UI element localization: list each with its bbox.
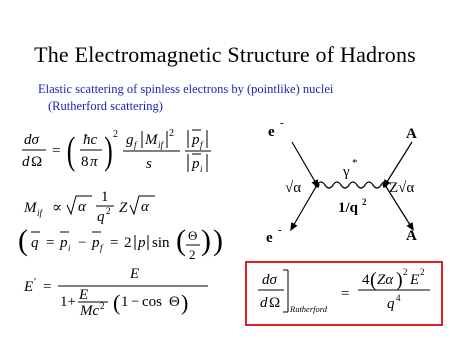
svg-text:Ω: Ω bbox=[269, 295, 281, 311]
electron-in-label: e bbox=[268, 124, 275, 140]
svg-text:M: M bbox=[145, 132, 158, 148]
svg-text:): ) bbox=[201, 224, 211, 257]
svg-text:d: d bbox=[260, 295, 268, 311]
svg-text:1+: 1+ bbox=[60, 294, 76, 310]
svg-text:if: if bbox=[158, 140, 164, 150]
formula-recoil-energy bbox=[23, 266, 208, 319]
svg-text:Θ: Θ bbox=[188, 228, 198, 243]
formula-matrix-element bbox=[23, 189, 155, 225]
svg-text:p: p bbox=[60, 235, 68, 251]
formula-momentum-transfer bbox=[18, 224, 223, 262]
subtitle-line-2: (Rutherford scattering) bbox=[48, 99, 163, 113]
svg-text:): ) bbox=[213, 224, 223, 257]
svg-text:Zα: Zα bbox=[377, 272, 394, 288]
svg-text:2: 2 bbox=[106, 206, 111, 216]
svg-text:∝: ∝ bbox=[52, 200, 63, 216]
vertex-right-coupling: Z√α bbox=[389, 180, 415, 196]
svg-text:M: M bbox=[24, 200, 37, 216]
svg-text:Ω: Ω bbox=[31, 154, 43, 170]
svg-text:ħc: ħc bbox=[83, 132, 98, 148]
svg-text:4: 4 bbox=[396, 293, 401, 303]
svg-text:): ) bbox=[104, 130, 113, 173]
nucleus-in-label: A bbox=[406, 126, 417, 142]
svg-text:s: s bbox=[146, 156, 152, 172]
svg-text:p: p bbox=[192, 156, 200, 172]
svg-text:1: 1 bbox=[101, 189, 109, 205]
svg-text:Θ: Θ bbox=[169, 294, 180, 310]
svg-text:E: E bbox=[130, 266, 140, 282]
svg-text:f: f bbox=[134, 140, 137, 150]
svg-text:E: E bbox=[24, 279, 34, 295]
svg-text:2: 2 bbox=[113, 129, 118, 140]
svg-text:′: ′ bbox=[34, 276, 37, 288]
svg-text:p: p bbox=[192, 132, 200, 148]
svg-text:f: f bbox=[100, 243, 103, 253]
svg-text:−: − bbox=[78, 235, 87, 251]
svg-text:i: i bbox=[200, 164, 203, 174]
formula-rutherford bbox=[258, 267, 430, 314]
photon-star: * bbox=[352, 157, 358, 169]
svg-text:dσ: dσ bbox=[262, 272, 277, 288]
svg-text:(: ( bbox=[370, 269, 377, 291]
svg-text:q: q bbox=[31, 235, 39, 251]
svg-text:α: α bbox=[78, 199, 86, 215]
svg-text:g: g bbox=[126, 132, 134, 148]
svg-text:d: d bbox=[22, 154, 30, 170]
svg-text:2: 2 bbox=[403, 267, 408, 277]
svg-text:q: q bbox=[97, 209, 105, 225]
formula-cross-section bbox=[22, 128, 211, 174]
svg-text:=: = bbox=[341, 286, 350, 302]
svg-text:2: 2 bbox=[169, 128, 174, 139]
svg-text:Mc: Mc bbox=[80, 303, 100, 319]
svg-text:): ) bbox=[396, 269, 403, 291]
svg-text:1: 1 bbox=[121, 294, 129, 310]
propagator-label: 1/q bbox=[338, 200, 359, 216]
svg-text:q: q bbox=[387, 296, 395, 312]
svg-text:4: 4 bbox=[362, 272, 370, 288]
svg-text:E: E bbox=[410, 272, 420, 288]
slide-title: The Electromagnetic Structure of Hadrons bbox=[34, 42, 416, 67]
svg-text:f: f bbox=[200, 140, 203, 150]
svg-text:−: − bbox=[131, 294, 140, 310]
svg-text:=: = bbox=[52, 143, 61, 159]
svg-text:2: 2 bbox=[124, 235, 132, 251]
svg-text:p: p bbox=[138, 235, 146, 251]
svg-text:dσ: dσ bbox=[24, 132, 39, 148]
electron-in-charge: - bbox=[280, 117, 284, 129]
svg-text:=: = bbox=[43, 279, 52, 295]
svg-text:Rutherford: Rutherford bbox=[290, 304, 327, 314]
svg-text:2: 2 bbox=[189, 247, 196, 262]
vertex-left-coupling: √α bbox=[285, 180, 302, 196]
svg-text:Z: Z bbox=[119, 200, 128, 216]
svg-text:2: 2 bbox=[420, 267, 425, 277]
svg-text:2: 2 bbox=[100, 301, 105, 311]
svg-text:if: if bbox=[37, 208, 43, 218]
svg-text:8: 8 bbox=[81, 154, 89, 170]
svg-text:=: = bbox=[46, 235, 55, 251]
svg-text:α: α bbox=[141, 199, 149, 215]
svg-text:(: ( bbox=[113, 290, 121, 315]
svg-text:(: ( bbox=[66, 130, 76, 173]
svg-text:=: = bbox=[110, 235, 119, 251]
svg-text:sin: sin bbox=[152, 235, 170, 251]
svg-text:π: π bbox=[90, 154, 98, 170]
photon-label: γ bbox=[343, 164, 350, 180]
electron-out-label: e bbox=[266, 230, 273, 246]
svg-text:i: i bbox=[68, 243, 71, 253]
svg-text:(: ( bbox=[18, 224, 28, 257]
svg-text:E: E bbox=[79, 287, 89, 303]
nucleus-out-label: A bbox=[406, 228, 417, 244]
svg-text:): ) bbox=[181, 290, 189, 315]
propagator-exponent: 2 bbox=[362, 197, 367, 207]
svg-text:p: p bbox=[92, 235, 100, 251]
electron-out-charge: - bbox=[278, 224, 282, 236]
subtitle-line-1: Elastic scattering of spinless electrons by (pointlike) nuclei bbox=[38, 82, 334, 96]
svg-text:(: ( bbox=[176, 224, 186, 257]
svg-text:cos: cos bbox=[142, 294, 162, 310]
